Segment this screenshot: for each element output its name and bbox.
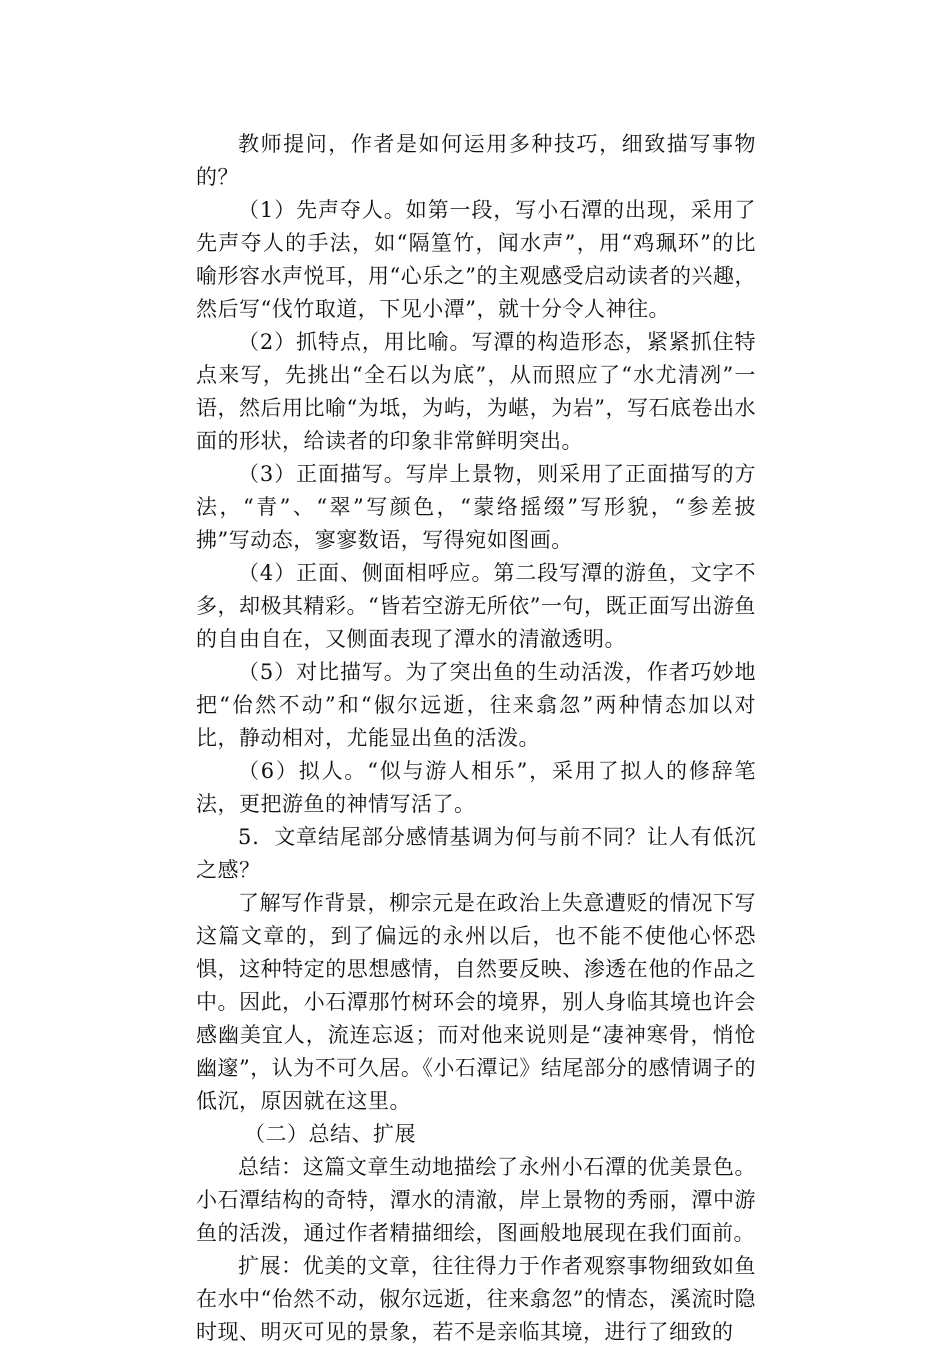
background-answer-paragraph: 了解写作背景，柳宗元是在政治上失意遭贬的情况下写这篇文章的，到了偏远的永州以后，也不能不使他心怀恐惧，这种特定的思想感情，自然要反映、渗透在他的作品之中。因此，小石潭那竹树环会的境界，别人身临其境也许会感幽美宜人，流连忘返；而对他来说则是“凄神寒骨，悄怆幽邃”，认为不可久居。《小石潭记》结尾部分的感情调子的低沉，原因就在这里。	[196, 891, 756, 1113]
document-body	[196, 128, 756, 1349]
extension-paragraph: 扩展：优美的文章，往往得力于作者观察事物细致如鱼在水中“佁然不动，俶尔远逝，往来翕忽”的情态，溪流时隐时现、明灭可见的景象，若不是亲临其境，进行了细致的	[196, 1254, 756, 1344]
technique-1-paragraph: （1）先声夺人。如第一段，写小石潭的出现，采用了先声夺人的手法，如“隔篁竹，闻水声”，用“鸡珮环”的比喻形容水声悦耳，用“心乐之”的主观感受启动读者的兴趣，然后写“伐竹取道，下见小潭”，就十分令人神往。	[196, 198, 756, 321]
summary-paragraph: 总结：这篇文章生动地描绘了永州小石潭的优美景色。小石潭结构的奇特，潭水的清澈，岸上景物的秀丽，潭中游鱼的活泼，通过作者精描细绘，图画般地展现在我们面前。	[196, 1155, 756, 1245]
technique-5-paragraph: （5）对比描写。为了突出鱼的生动活泼，作者巧妙地把“佁然不动”和“俶尔远逝，往来翕忽”两种情态加以对比，静动相对，尤能显出鱼的活泼。	[196, 660, 756, 750]
technique-4-paragraph: （4）正面、侧面相呼应。第二段写潭的游鱼，文字不多，却极其精彩。“皆若空游无所依”一句，既正面写出游鱼的自由自在，又侧面表现了潭水的清澈透明。	[196, 561, 756, 651]
technique-2-paragraph: （2）抓特点，用比喻。写潭的构造形态，紧紧抓住特点来写，先挑出“全石以为底”，从而照应了“水尤清冽”一语，然后用比喻“为坻，为屿，为嵁，为岩”，写石底卷出水面的形状，给读者的印象非常鲜明突出。	[196, 330, 756, 453]
question-5-paragraph: 5．文章结尾部分感情基调为何与前不同？让人有低沉之感？	[196, 825, 756, 882]
section-heading: （二）总结、扩展	[244, 1122, 416, 1146]
teacher-question-paragraph: 教师提问，作者是如何运用多种技巧，细致描写事物的？	[196, 132, 756, 189]
technique-6-paragraph: （6）拟人。“似与游人相乐”，采用了拟人的修辞笔法，更把游鱼的神情写活了。	[196, 759, 756, 816]
technique-3-paragraph: （3）正面描写。写岸上景物，则采用了正面描写的方法，“青”、“翠”写颜色，“蒙络摇缀”写形貌，“参差披拂”写动态，寥寥数语，写得宛如图画。	[196, 462, 756, 552]
